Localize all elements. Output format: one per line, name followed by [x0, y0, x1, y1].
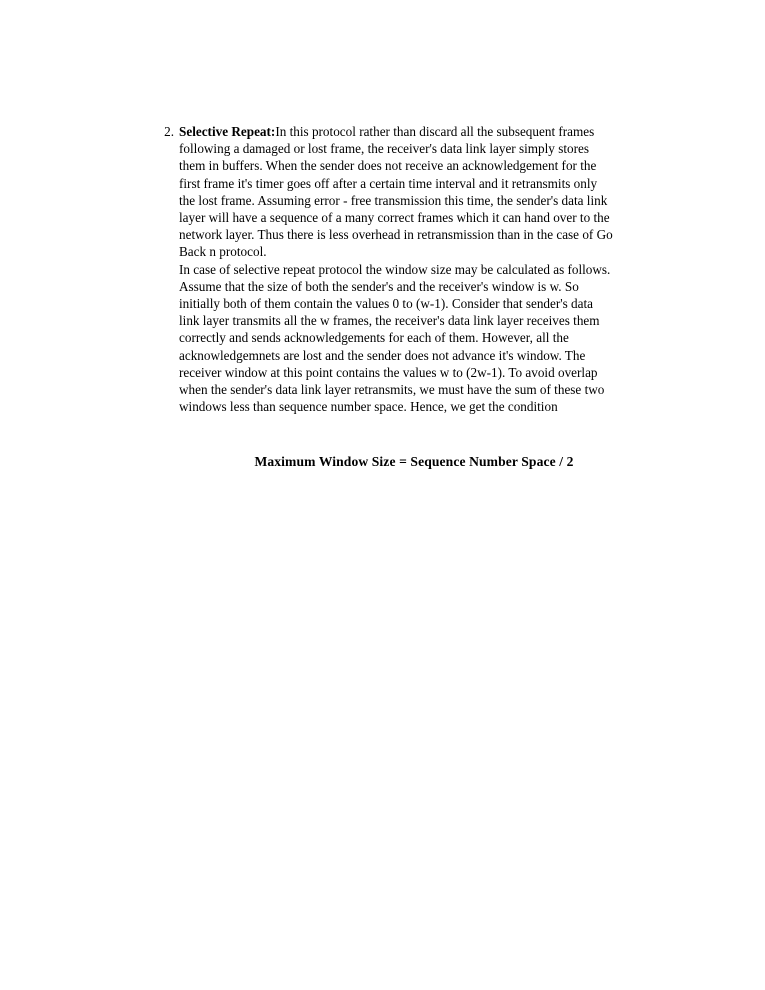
paragraph-line: the lost frame. Assuming error - free transmission this time, the sender's data link [179, 192, 608, 208]
paragraph-line: following a damaged or lost frame, the receiver's data link layer simply stores [179, 141, 589, 157]
list-item [150, 123, 678, 415]
paragraph-line: In case of selective repeat protocol the window size may be calculated as follows. [179, 261, 611, 277]
paragraph-line: when the sender's data link layer retransmits, we must have the sum of these two [179, 382, 605, 398]
paragraph-line: link layer transmits all the w frames, the receiver's data link layer receives them [179, 313, 600, 329]
paragraph-line: Back n protocol. [179, 244, 267, 260]
paragraph-line: network layer. Thus there is less overhead in retransmission than in the case of Go [179, 227, 613, 243]
paragraph-line: initially both of them contain the values 0 to (w-1). Consider that sender's data [179, 296, 594, 312]
paragraph-line: receiver window at this point contains the values w to (2w-1). To avoid overlap [179, 364, 598, 380]
list-item-body [179, 123, 678, 415]
paragraph-line: layer will have a sequence of a many correct frames which it can hand over to the [179, 210, 610, 226]
paragraph-line: windows less than sequence number space. Hence, we get the condition [179, 399, 558, 415]
selective-repeat-heading: Selective Repeat: [179, 124, 276, 139]
list-marker: 2. [164, 124, 174, 139]
paragraph-line: them in buffers. When the sender does not receive an acknowledgement for the [179, 158, 597, 174]
formula-maximum-window-size: Maximum Window Size = Sequence Number Space / 2 [254, 454, 574, 469]
paragraph-line: acknowledgemnets are lost and the sender does not advance it's window. The [179, 347, 586, 363]
paragraph-line [179, 123, 678, 140]
paragraph-line: first frame it's timer goes off after a certain time interval and it retransmits only [179, 175, 598, 191]
paragraph-line-text: In this protocol rather than discard all the subsequent frames [275, 124, 595, 139]
paragraph-line: Assume that the size of both the sender's and the receiver's window is w. So [179, 278, 579, 294]
paragraph-selective-repeat [179, 123, 678, 261]
paragraph-window-size [179, 261, 678, 416]
paragraph-line: correctly and sends acknowledgements for each of them. However, all the [179, 330, 569, 346]
